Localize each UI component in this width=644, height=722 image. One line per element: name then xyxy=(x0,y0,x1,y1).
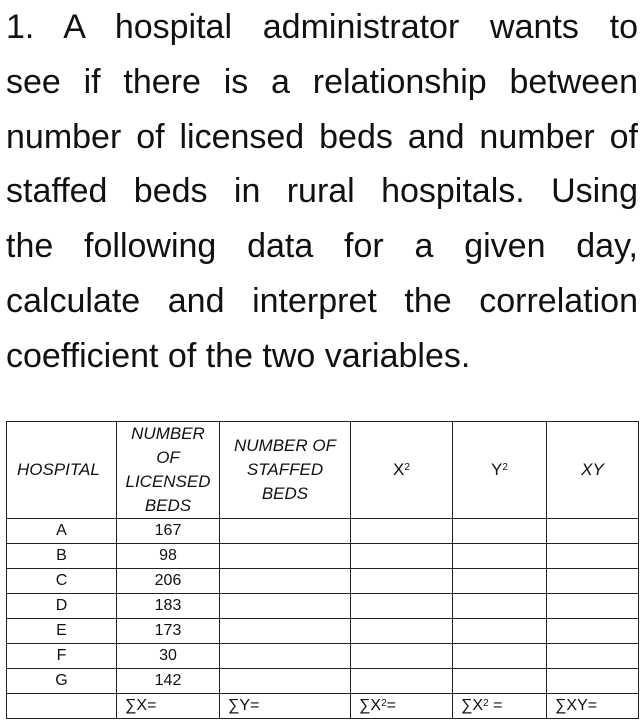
cell-xy xyxy=(547,594,639,619)
cell-totals-empty xyxy=(7,694,117,719)
cell-hospital: B xyxy=(7,544,117,569)
cell-x-squared xyxy=(351,519,453,544)
cell-licensed-beds: 98 xyxy=(117,544,220,569)
cell-staffed-beds xyxy=(220,519,351,544)
cell-licensed-beds: 173 xyxy=(117,619,220,644)
cell-hospital: F xyxy=(7,644,117,669)
cell-staffed-beds xyxy=(220,669,351,694)
problem-line: staffed beds in rural hospitals. Using xyxy=(6,172,638,211)
totals-row xyxy=(7,694,639,719)
table-header-row xyxy=(7,422,639,519)
cell-hospital: D xyxy=(7,594,117,619)
cell-licensed-beds: 167 xyxy=(117,519,220,544)
header-staffed-beds: NUMBER OF STAFFED BEDS xyxy=(220,422,351,519)
cell-xy xyxy=(547,519,639,544)
cell-staffed-beds xyxy=(220,594,351,619)
sum-x: ∑X= xyxy=(117,694,220,719)
cell-y-squared xyxy=(453,644,547,669)
header-hospital: HOSPITAL xyxy=(7,422,117,519)
sum-x-squared: $\sum X^2=$ xyxy=(351,694,453,719)
problem-line: 1. A hospital administrator wants to xyxy=(6,8,638,46)
table-row xyxy=(7,669,639,694)
cell-x-squared xyxy=(351,669,453,694)
cell-staffed-beds xyxy=(220,619,351,644)
header-xy: XY xyxy=(547,422,639,519)
cell-y-squared xyxy=(453,594,547,619)
cell-licensed-beds: 206 xyxy=(117,569,220,594)
cell-y-squared xyxy=(453,669,547,694)
cell-x-squared xyxy=(351,594,453,619)
cell-xy xyxy=(547,644,639,669)
cell-x-squared xyxy=(351,544,453,569)
problem-line: number of licensed beds and number of xyxy=(6,117,638,156)
table-row xyxy=(7,644,639,669)
table-row xyxy=(7,544,639,569)
cell-xy xyxy=(547,569,639,594)
cell-x-squared xyxy=(351,644,453,669)
sum-y: ∑Y= xyxy=(220,694,351,719)
cell-xy xyxy=(547,544,639,569)
problem-line: coefficient of the two variables. xyxy=(6,336,471,375)
cell-xy xyxy=(547,619,639,644)
cell-staffed-beds xyxy=(220,644,351,669)
sum-xy: ∑XY= xyxy=(547,694,639,719)
cell-y-squared xyxy=(453,544,547,569)
header-licensed-beds: NUMBER OF LICENSED BEDS xyxy=(117,422,220,519)
cell-licensed-beds: 30 xyxy=(117,644,220,669)
cell-x-squared xyxy=(351,619,453,644)
cell-y-squared xyxy=(453,519,547,544)
cell-y-squared xyxy=(453,619,547,644)
cell-staffed-beds xyxy=(220,544,351,569)
cell-licensed-beds: 183 xyxy=(117,594,220,619)
problem-line: calculate and interpret the correlation xyxy=(6,281,638,320)
cell-licensed-beds: 142 xyxy=(117,669,220,694)
table-row xyxy=(7,594,639,619)
cell-staffed-beds xyxy=(220,569,351,594)
problem-line: the following data for a given day, xyxy=(6,227,638,266)
cell-hospital: A xyxy=(7,519,117,544)
cell-hospital: G xyxy=(7,669,117,694)
header-x-squared: $X^2$ xyxy=(351,422,453,519)
problem-statement xyxy=(6,0,638,384)
problem-line: see if there is a relationship between xyxy=(6,62,638,101)
cell-hospital: E xyxy=(7,619,117,644)
table-row xyxy=(7,619,639,644)
cell-hospital: C xyxy=(7,569,117,594)
sum-y-squared: $\sum X^2$ = xyxy=(453,694,547,719)
cell-xy xyxy=(547,669,639,694)
table-row xyxy=(7,569,639,594)
header-y-squared: $Y^2$ xyxy=(453,422,547,519)
table-row xyxy=(7,519,639,544)
data-table xyxy=(6,421,639,719)
cell-y-squared xyxy=(453,569,547,594)
cell-x-squared xyxy=(351,569,453,594)
